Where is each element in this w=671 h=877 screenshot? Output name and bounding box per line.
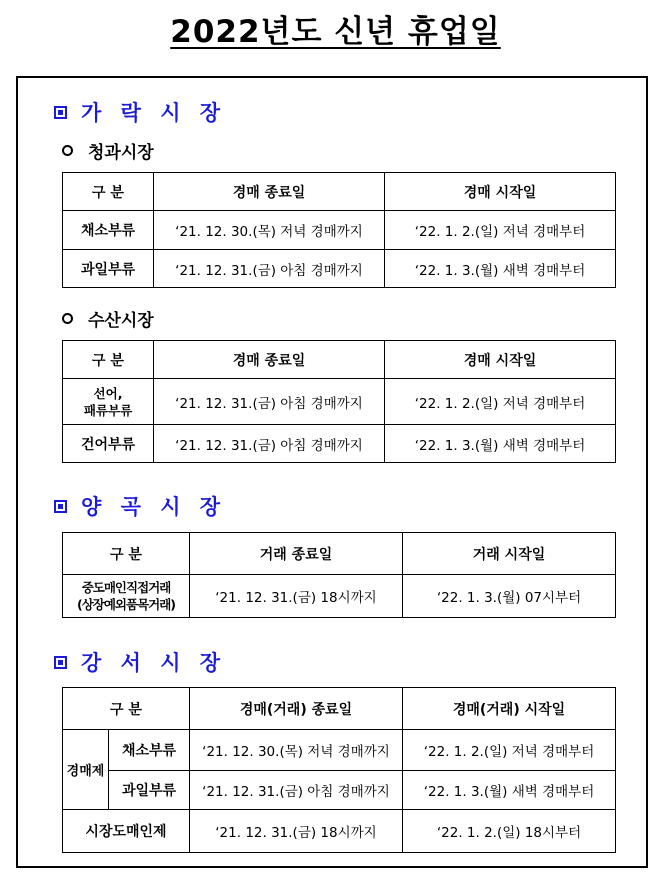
seafood-table	[62, 340, 616, 463]
table-header-row	[63, 173, 616, 211]
row-end-date: ‘21. 12. 31.(금) 18시까지	[190, 810, 403, 853]
row-start-date: ‘22. 1. 2.(일) 저녁 경매부터	[403, 730, 616, 771]
grain-table	[62, 532, 616, 618]
row-end-date: ‘21. 12. 30.(목) 저녁 경매까지	[154, 211, 385, 250]
row-category: 과일부류	[63, 250, 154, 288]
square-bullet-icon	[54, 656, 67, 669]
table-header-row	[63, 533, 616, 575]
section-heading-grain: 양 곡 시 장	[54, 491, 226, 521]
page-title: 2022년도 신년 휴업일	[170, 14, 501, 50]
section-heading-gangseo: 강 서 시 장	[54, 647, 226, 677]
row-category: 과일부류	[109, 771, 190, 810]
table-row	[63, 730, 616, 771]
row-end-date: ‘21. 12. 31.(금) 아침 경매까지	[154, 425, 385, 463]
subheading-seafood: 수산시장	[62, 306, 154, 331]
row-end-date: ‘21. 12. 31.(금) 아침 경매까지	[154, 379, 385, 425]
table-row	[63, 575, 616, 618]
row-end-date: ‘21. 12. 31.(금) 아침 경매까지	[154, 250, 385, 288]
row-start-date: ‘22. 1. 3.(월) 07시부터	[403, 575, 616, 618]
row-end-date: ‘21. 12. 31.(금) 아침 경매까지	[190, 771, 403, 810]
row-category: 채소부류	[109, 730, 190, 771]
row-end-date: ‘21. 12. 31.(금) 18시까지	[190, 575, 403, 618]
table-row	[63, 425, 616, 463]
row-start-date: ‘22. 1. 2.(일) 저녁 경매부터	[385, 379, 616, 425]
row-category: 채소부류	[63, 211, 154, 250]
header-start-date: 거래 시작일	[403, 533, 616, 575]
subheading-fruit-veg: 청과시장	[62, 138, 154, 163]
circle-bullet-icon	[62, 145, 73, 156]
table-row	[63, 250, 616, 288]
header-end-date: 거래 종료일	[190, 533, 403, 575]
gangseo-table	[62, 687, 616, 853]
header-end-date: 경매 종료일	[154, 341, 385, 379]
header-category: 구 분	[63, 173, 154, 211]
row-category: 건어부류	[63, 425, 154, 463]
header-category: 구 분	[63, 533, 190, 575]
section-heading-garak: 가 락 시 장	[54, 97, 226, 127]
header-start-date: 경매 시작일	[385, 341, 616, 379]
header-start-date: 경매 시작일	[385, 173, 616, 211]
circle-bullet-icon	[62, 313, 73, 324]
row-start-date: ‘22. 1. 3.(월) 새벽 경매부터	[385, 250, 616, 288]
header-end-date: 경매 종료일	[154, 173, 385, 211]
row-end-date: ‘21. 12. 30.(목) 저녁 경매까지	[190, 730, 403, 771]
table-row	[63, 211, 616, 250]
row-start-date: ‘22. 1. 2.(일) 18시부터	[403, 810, 616, 853]
table-row	[63, 810, 616, 853]
header-category: 구 분	[63, 341, 154, 379]
row-start-date: ‘22. 1. 3.(월) 새벽 경매부터	[385, 425, 616, 463]
row-start-date: ‘22. 1. 3.(월) 새벽 경매부터	[403, 771, 616, 810]
table-header-row	[63, 688, 616, 730]
row-category: 선어, 패류부류	[63, 379, 154, 425]
row-category: 중도매인직접거래 (상장예외품목거래)	[63, 575, 190, 618]
table-row	[63, 771, 616, 810]
square-bullet-icon	[54, 500, 67, 513]
header-category: 구 분	[63, 688, 190, 730]
fruit-veg-table	[62, 172, 616, 288]
header-start-date: 경매(거래) 시작일	[403, 688, 616, 730]
row-start-date: ‘22. 1. 2.(일) 저녁 경매부터	[385, 211, 616, 250]
group-label: 경매제	[63, 730, 109, 810]
table-row	[63, 379, 616, 425]
header-end-date: 경매(거래) 종료일	[190, 688, 403, 730]
table-header-row	[63, 341, 616, 379]
square-bullet-icon	[54, 106, 67, 119]
row-category: 시장도매인제	[63, 810, 190, 853]
